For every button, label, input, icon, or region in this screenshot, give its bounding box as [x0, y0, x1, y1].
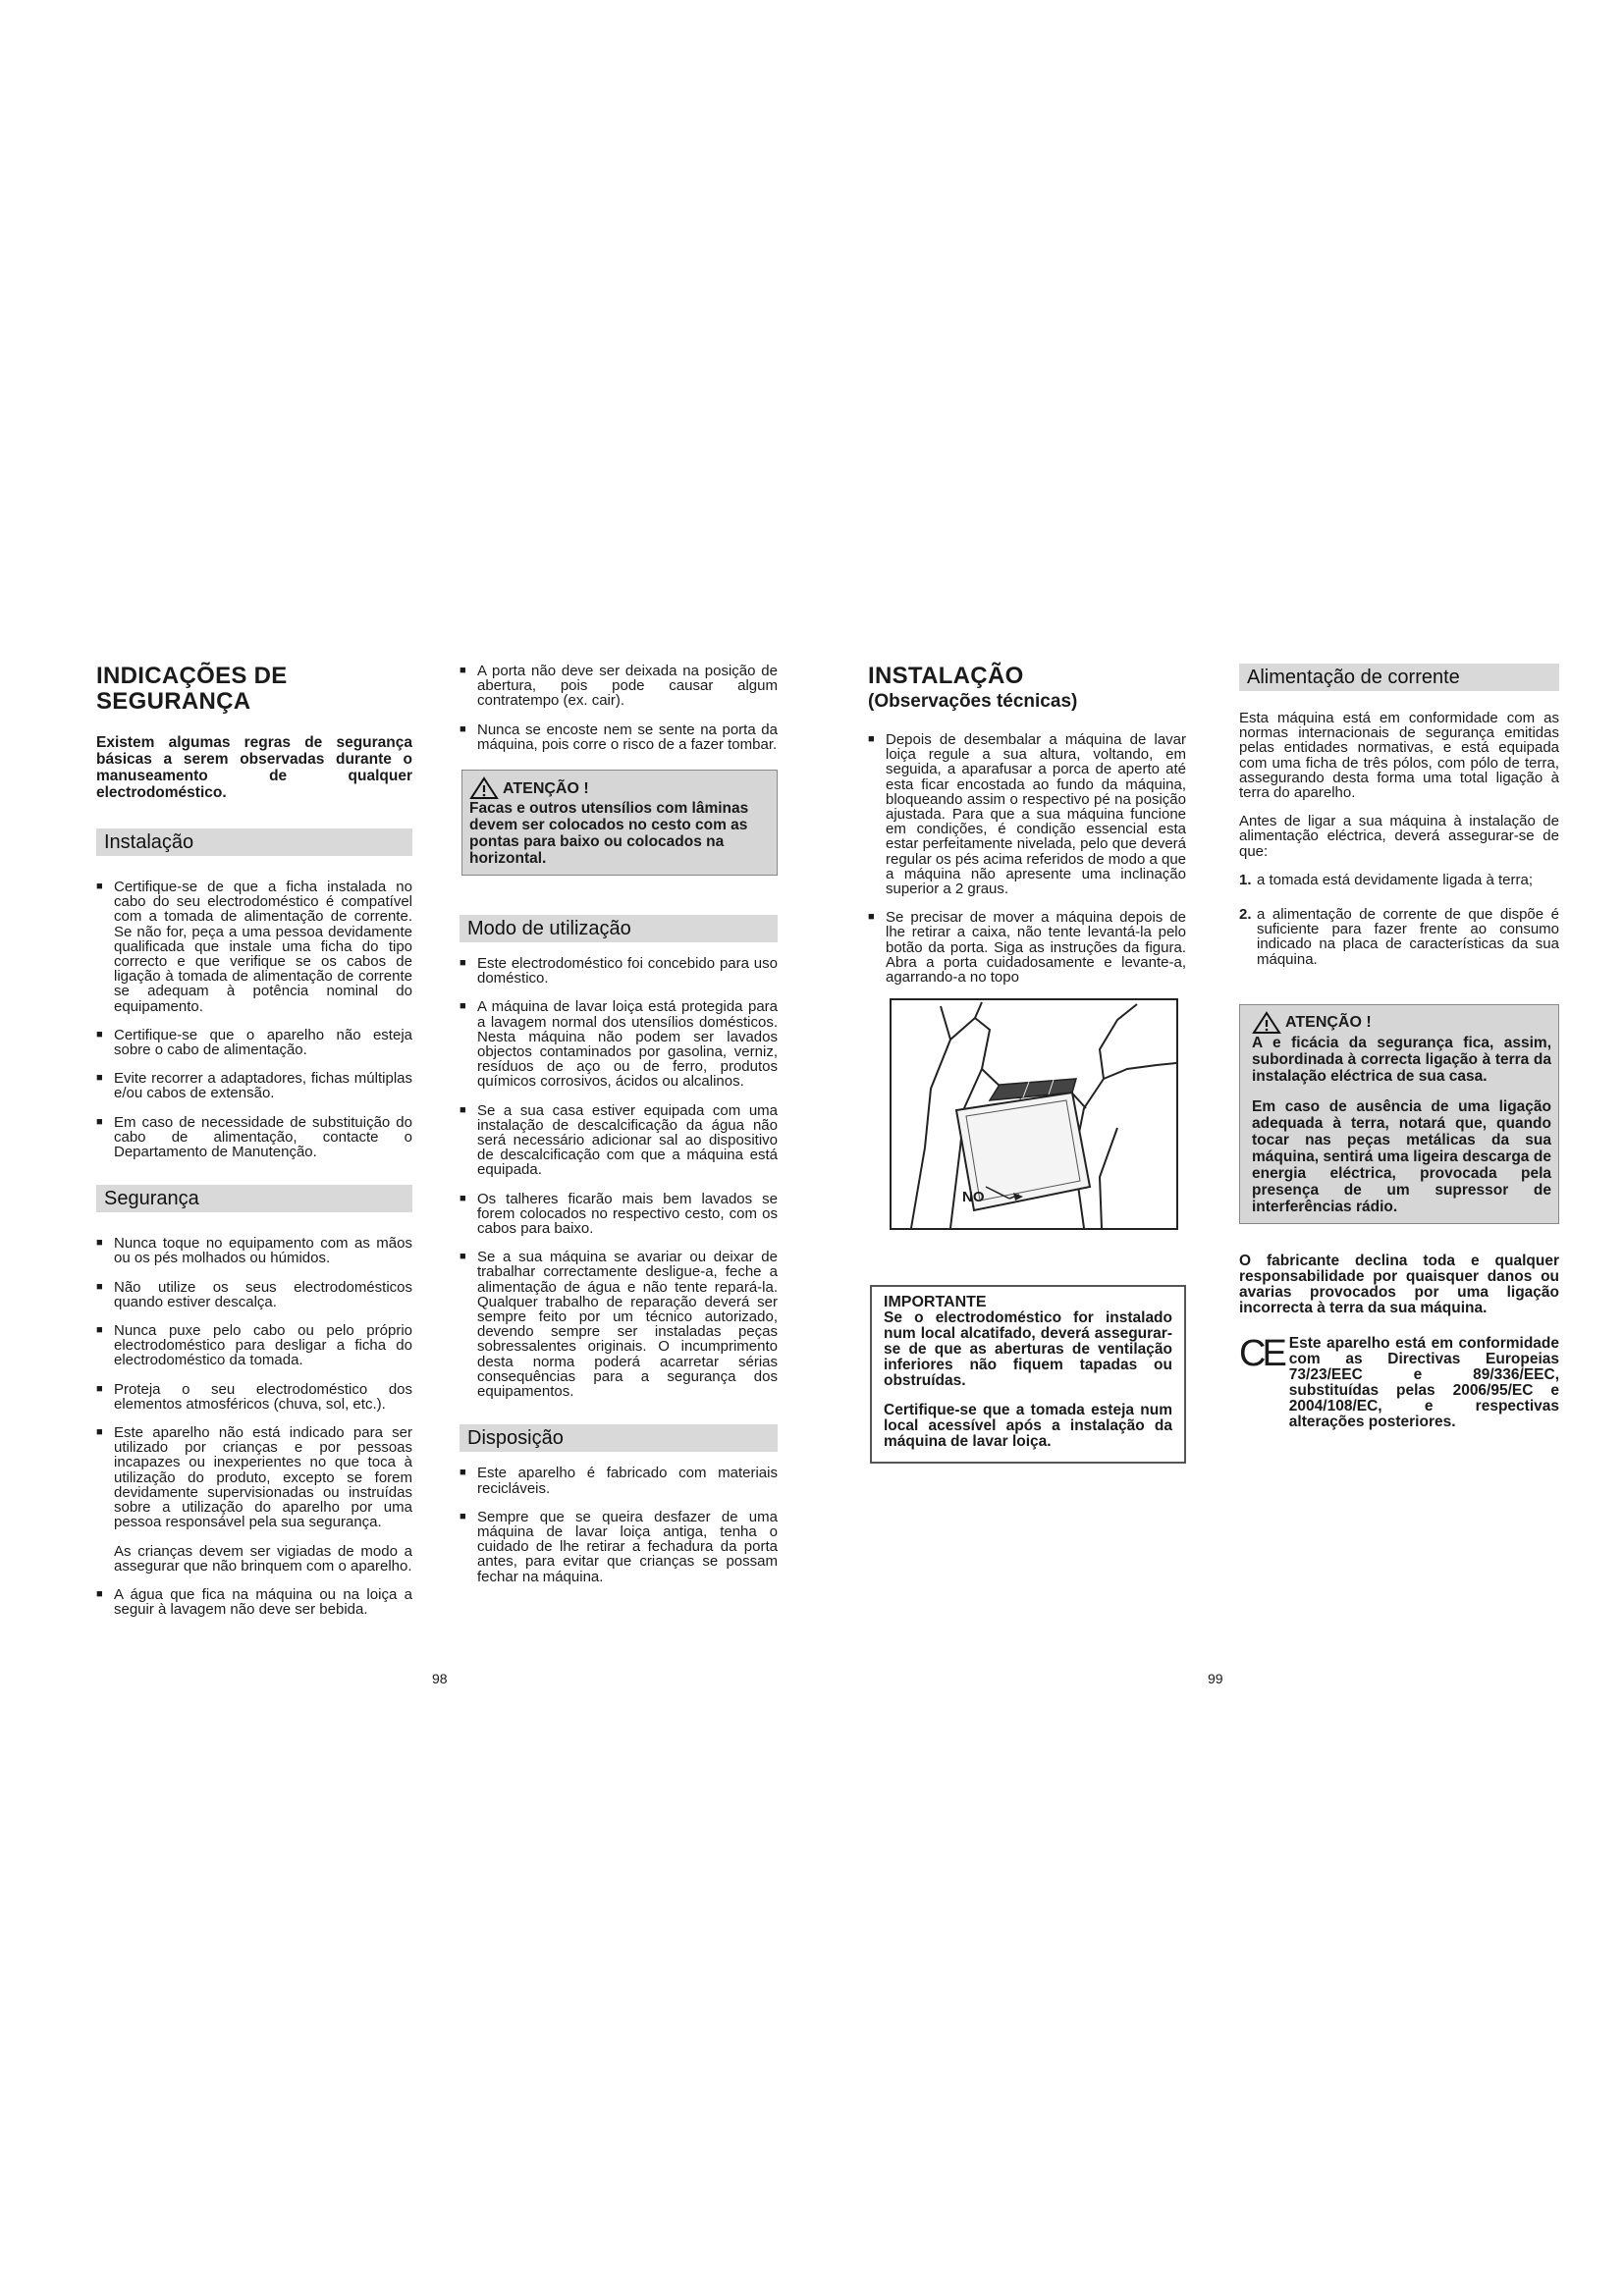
important-text-socket: Certifique-se que a tomada esteja num local acessível após a instalação da máquina de lavar loiça. [884, 1402, 1172, 1451]
list-item: ■ Depois de desembalar a máquina de lavar loiça regule a sua altura, voltando, em seguida, a aparafusar a porca de aperto até esta ficar encostada ao fundo da máquina, bloqueando assim o respectivo pé na posição ajustada. Para que a sua máquina funcione em condições, é condição essencial esta estar perfeitamente nivelada, pelo que deverá regular os pés acima referidos de modo a que a máquina não apresente uma inclinação superior a 2 graus. [868, 732, 1186, 896]
list-item [1239, 907, 1559, 967]
seguranca-list-end [96, 1587, 412, 1617]
important-box [870, 1285, 1186, 1464]
list-item: ■ A máquina de lavar loiça está protegida para a lavagem normal dos utensílios domésticos. Nesta máquina não podem ser lavados objectos contaminados por gasolina, verniz, resíduos de aço ou de ferro, produtos químicos corrosivos, ácidos ou alcalinos. [460, 999, 778, 1089]
manufacturer-disclaimer: O fabricante declina toda e qualquer responsabilidade por quaisquer danos ou avarias provocados por uma ligação incorrecta à terra da sua máquina. [1239, 1252, 1559, 1316]
list-item: ■ Se a sua casa estiver equipada com uma instalação de descalcificação da água não será necessário adicionar sal ao dispositivo de descalcificação com que a máquina está equipada. [460, 1103, 778, 1178]
warning-box-knives [461, 770, 778, 876]
right-column-1 [868, 664, 1186, 1464]
page-subtitle: (Observações técnicas) [868, 691, 1078, 712]
list-item: ■ Os talheres ficarão mais bem lavados se forem colocados no respectivo cesto, com os cabos para baixo. [460, 1192, 778, 1237]
important-title: IMPORTANTE [884, 1294, 987, 1311]
warning-text-2: Em caso de ausência de uma ligação adequada à terra, notará que, quando tocar nas peças metálicas da sua máquina, sentirá uma ligeira descarga de energia eléctrica, provocada pela presença de um supressor de interferências rádio. [1252, 1097, 1551, 1215]
section-heading-seguranca: Segurança [96, 1185, 412, 1212]
section-heading-disposicao: Disposição [460, 1424, 778, 1452]
disposicao-list [460, 1466, 778, 1583]
seguranca-list [96, 1236, 412, 1529]
warning-text-1: A e ficácia da segurança fica, assim, subordinada à correcta ligação à terra da instalação eléctrica de sua casa. [1252, 1034, 1551, 1085]
list-item: ■ Não utilize os seus electrodomésticos quando estiver descalça. [96, 1280, 412, 1309]
dishwasher-lifting-figure [892, 1000, 1176, 1228]
list-item: ■ Se a sua máquina se avariar ou deixar de trabalhar correctamente desligue-a, feche a alimentação de água e não tente repará-la. Qualquer trabalho de reparação deverá ser sempre feito por um técnico autorizado, devendo sempre ser instaladas peças sobressalentes originais. O incumprimento desta norma poderá acarretar sérias consequências para a segurança dos equipamentos. [460, 1250, 778, 1399]
page-title-safety: INDICAÇÕES DE SEGURANÇA [96, 663, 288, 715]
list-item: ■ A porta não deve ser deixada na posição de abertura, pois pode causar algum contratempo (ex. cair). [460, 664, 778, 709]
list-item: ■ Em caso de necessidade de substituição do cabo de alimentação, contacte o Departamento de Manutenção. [96, 1115, 412, 1160]
section-heading-modo: Modo de utilização [460, 915, 778, 942]
item-text: a tomada está devidamente ligada à terra; [1257, 871, 1534, 888]
page-title-installation: INSTALAÇÃO [868, 663, 1024, 689]
right-column-2 [1239, 664, 1559, 1430]
warning-header [1252, 1011, 1551, 1035]
ce-conformity [1239, 1332, 1559, 1430]
power-checklist [1239, 873, 1559, 967]
page-number-left: 98 [432, 1671, 448, 1686]
list-item: ■ Proteja o seu electrodoméstico dos elementos atmosféricos (chuva, sol, etc.). [96, 1382, 412, 1412]
item-number: 2. [1239, 906, 1252, 924]
page-number-right: 99 [1208, 1671, 1223, 1686]
list-item: ■ Certifique-se que o aparelho não esteja sobre o cabo de alimentação. [96, 1028, 412, 1057]
modo-list [460, 956, 778, 1399]
list-item: ■ Evite recorrer a adaptadores, fichas múltiplas e/ou cabos de extensão. [96, 1071, 412, 1100]
power-paragraph-1: Esta máquina está em conformidade com as normas internacionais de segurança emitidas pelas entidades normativas, e está equipada com uma ficha de três pólos, com pólo de terra, assegurando desta forma uma total ligação à terra do aparelho. [1239, 710, 1559, 802]
warning-header [469, 776, 770, 800]
ce-mark-icon: CE [1239, 1332, 1283, 1374]
section-heading-instalacao: Instalação [96, 828, 412, 856]
list-item: ■ Este aparelho é fabricado com materiais recicláveis. [460, 1466, 778, 1495]
left-column-1 [96, 664, 412, 1630]
door-list [460, 664, 778, 752]
instalacao-list [96, 880, 412, 1159]
list-item: ■ Nunca se encoste nem se sente na porta da máquina, pois corre o risco de a fazer tombar. [460, 722, 778, 752]
figure-no-label: NO [962, 1189, 985, 1206]
list-item: ■ Este aparelho não está indicado para ser utilizado por crianças e por pessoas incapazes ou inexperientes no que toca à utilização do produto, excepto se forem devidamente supervisionadas ou instruídas sobre a utilização do aparelho por uma pessoa responsável pela sua segurança. [96, 1425, 412, 1529]
warning-title: ATENÇÃO ! [1285, 1014, 1372, 1032]
list-item: ■ A água que fica na máquina ou na loiça a seguir à lavagem não deve ser bebida. [96, 1587, 412, 1617]
safety-intro: Existem algumas regras de segurança básicas a serem observadas durante o manuseamento de qualquer electrodoméstico. [96, 734, 412, 801]
warning-triangle-icon [1252, 1011, 1281, 1035]
warning-box-earthing [1239, 1004, 1559, 1224]
item-number: 1. [1239, 871, 1252, 888]
power-paragraph-2: Antes de ligar a sua máquina à instalação de alimentação eléctrica, deverá assegurar-se de que: [1239, 813, 1559, 860]
list-item: ■ Nunca puxe pelo cabo ou pelo próprio electrodoméstico para desligar a ficha do electrodoméstico da tomada. [96, 1323, 412, 1368]
section-heading-alimentacao: Alimentação de corrente [1239, 664, 1559, 691]
important-text-ventilation: Se o electrodoméstico for instalado num local alcatifado, deverá assegurar-se de que as aberturas de ventilação inferiores não fiquem tapadas ou obstruídas. [884, 1309, 1172, 1390]
list-item: ■ Este electrodoméstico foi concebido para uso doméstico. [460, 956, 778, 986]
lifting-illustration [890, 998, 1178, 1230]
list-item: ■ Certifique-se de que a ficha instalada no cabo do seu electrodoméstico é compatível com a tomada de alimentação de corrente. Se não for, peça a uma pessoa devidamente qualificada que instale uma ficha do tipo correcto e que verifique se os cabos de ligação à tomada de alimentação de corrente se adequam à potência nominal do equipamento. [96, 880, 412, 1014]
ce-text: Este aparelho está em conformidade com as Directivas Europeias 73/23/EEC e 89/336/EEC, substituídas pelas 2006/95/EC e 2004/108/EC, e respectivas alterações posteriores. [1288, 1334, 1559, 1430]
list-item: ■ Nunca toque no equipamento com as mãos ou os pés molhados ou húmidos. [96, 1236, 412, 1265]
warning-triangle-icon [469, 776, 499, 800]
installation-list [868, 732, 1186, 985]
list-item: ■ Sempre que se queira desfazer de uma máquina de lavar loiça antiga, tenha o cuidado de lhe retirar a fechadura da porta antes, para evitar que crianças se possam fechar na máquina. [460, 1510, 778, 1584]
warning-text: Facas e outros utensílios com lâminas devem ser colocados no cesto com as pontas para baixo ou colocados na horizontal. [469, 800, 749, 868]
list-item: ■ Se precisar de mover a máquina depois de lhe retirar a caixa, não tente levantá-la pelo botão da porta. Siga as instruções da figura. Abra a porta cuidadosamente e levante-a, agarrando-a no topo [868, 910, 1186, 985]
children-note: As crianças devem ser vigiadas de modo a assegurar que não brinquem com o aparelho. [114, 1542, 412, 1575]
list-item [1239, 873, 1559, 887]
item-text: a alimentação de corrente de que dispõe é suficiente para fazer frente ao consumo indicado na placa de características da sua máquina. [1257, 906, 1559, 968]
warning-title: ATENÇÃO ! [503, 779, 589, 797]
left-column-2 [460, 664, 778, 1598]
